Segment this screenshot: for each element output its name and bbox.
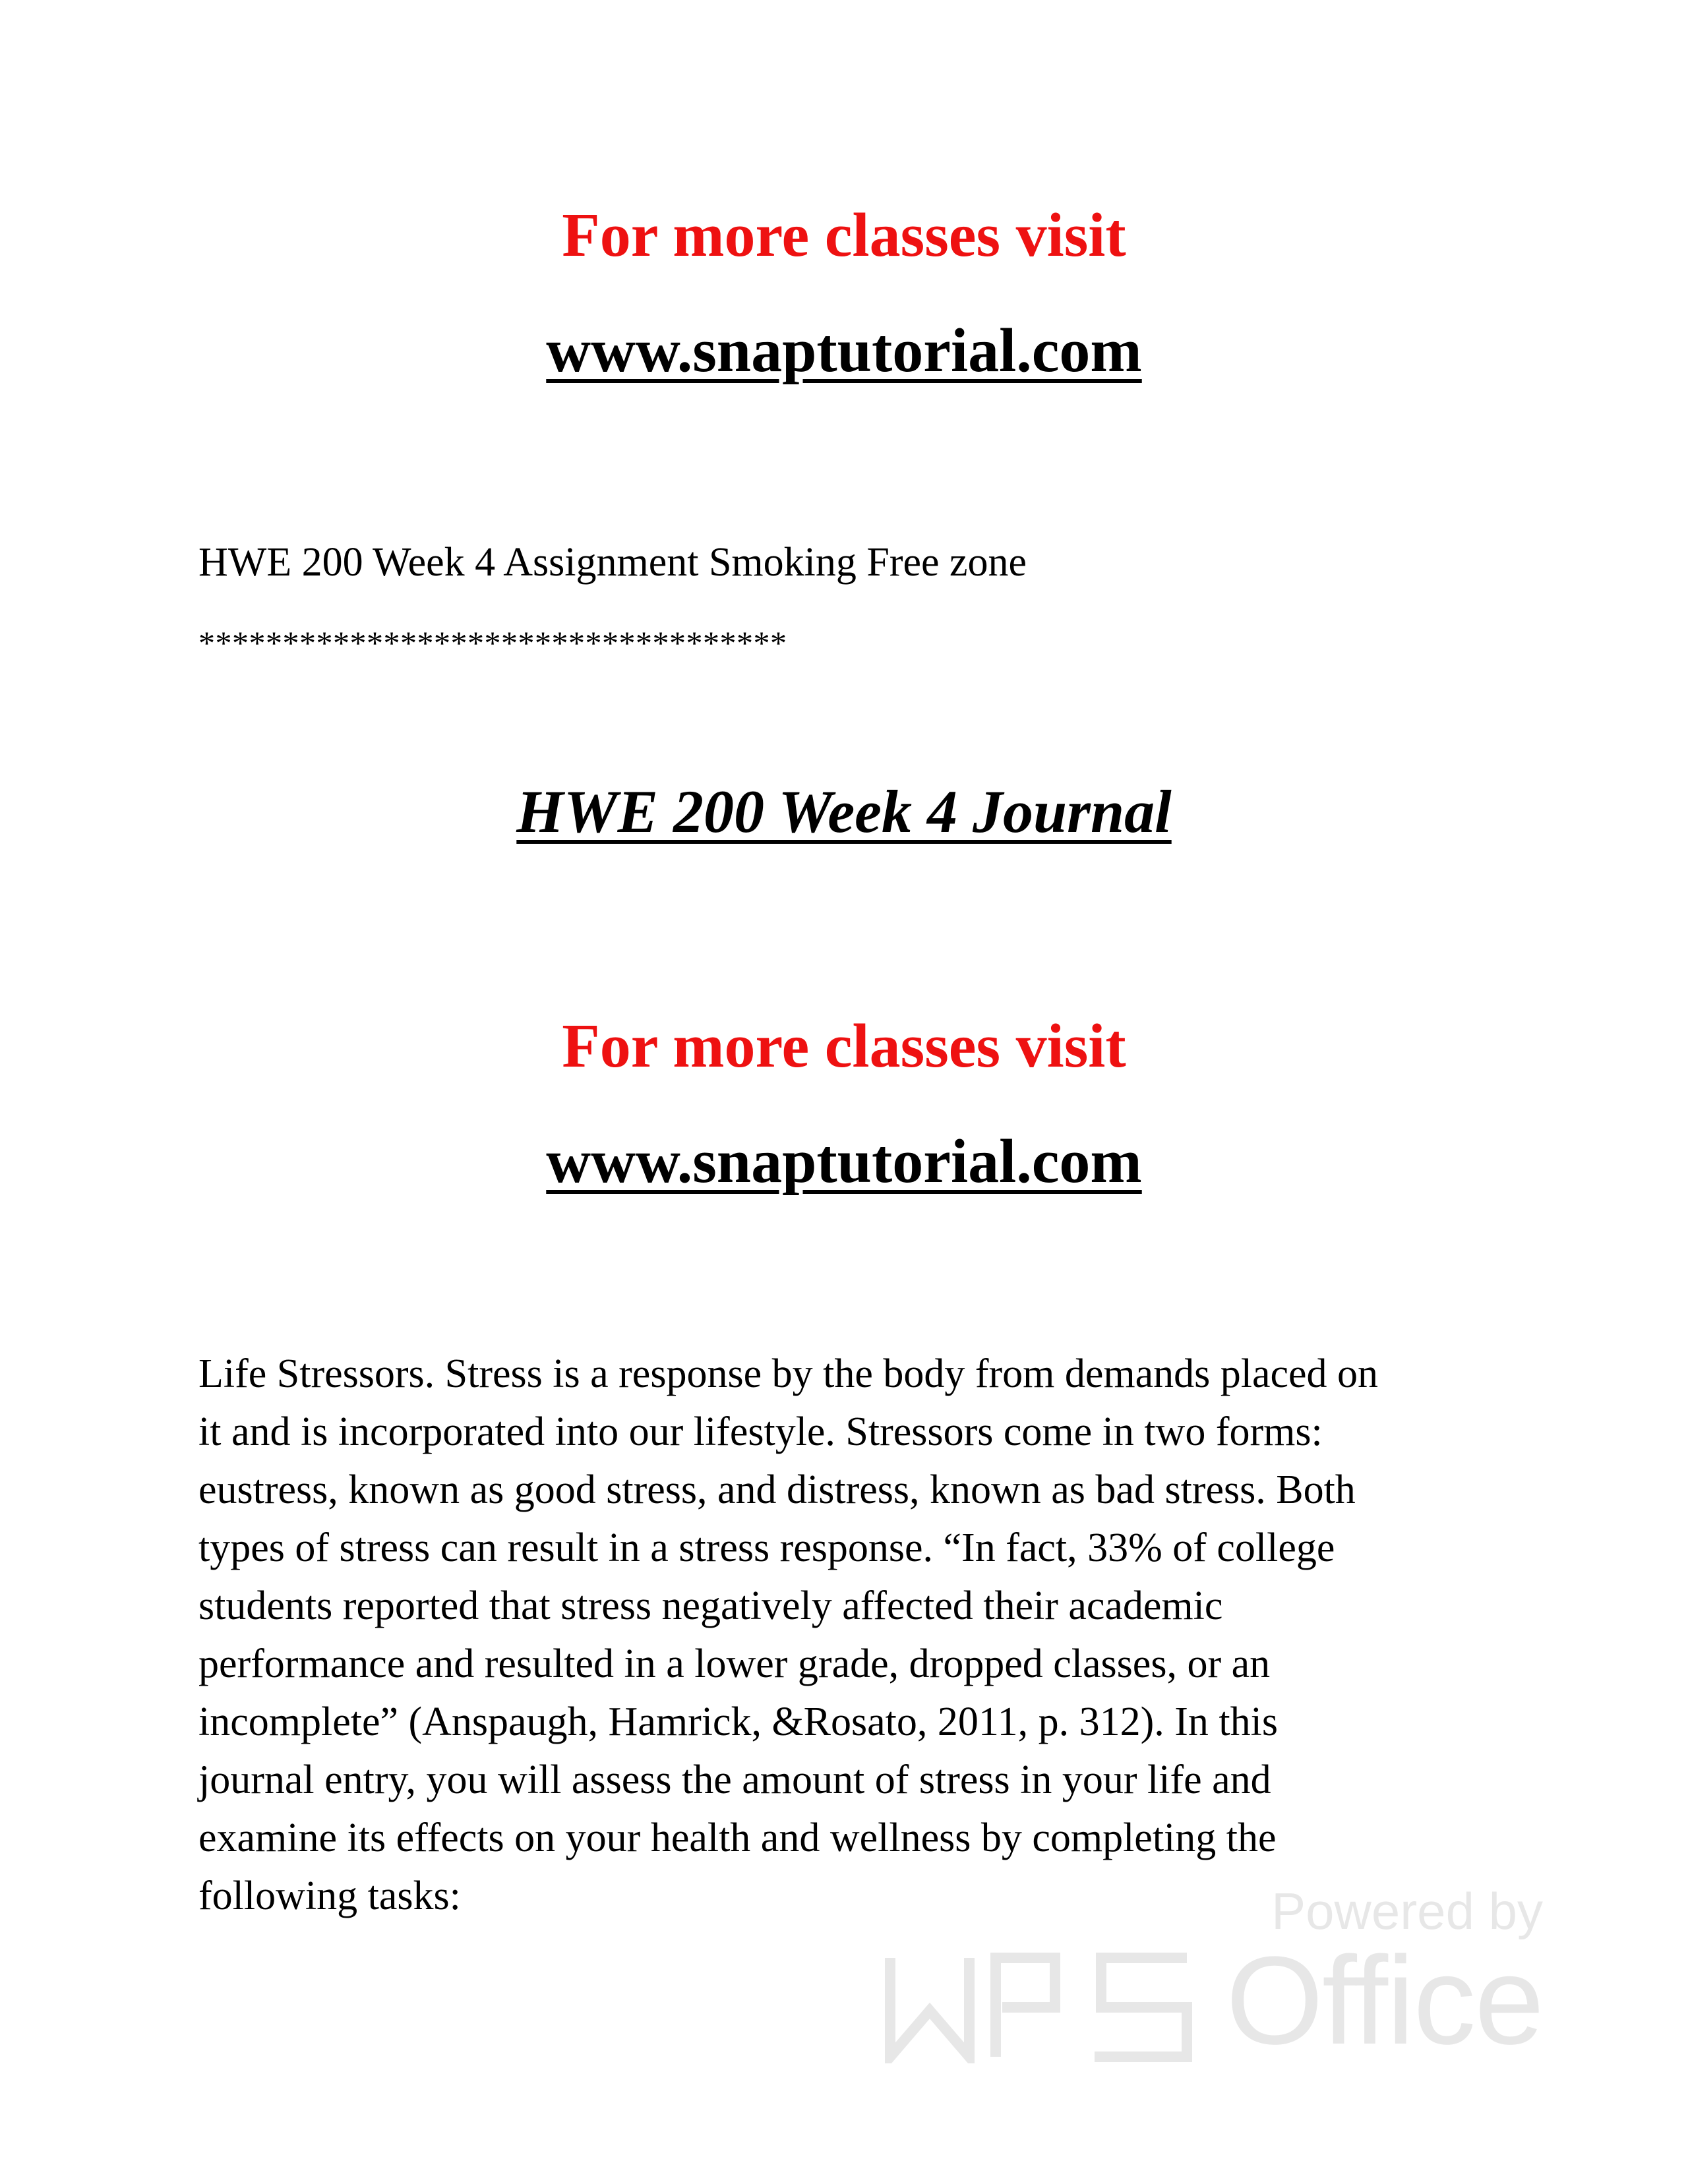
body-line: eustress, known as good stress, and distress, known as bad stress. Both — [198, 1467, 1356, 1512]
body-line: types of stress can result in a stress response. “In fact, 33% of college — [198, 1525, 1335, 1570]
body-line: it and is incorporated into our lifestyle. Stressors come in two forms: — [198, 1409, 1323, 1454]
body-line: incomplete” (Anspaugh, Hamrick, &Rosato, 2011, p. 312). In this — [198, 1699, 1278, 1744]
promo-visit-text-top: For more classes visit — [562, 201, 1126, 270]
body-paragraph — [198, 1345, 1517, 1925]
journal-title: HWE 200 Week 4 Journal — [516, 778, 1172, 845]
wps-logo-icon — [884, 1951, 1213, 2063]
body-line: following tasks: — [198, 1874, 461, 1918]
promo-link-container-bottom — [0, 1127, 1688, 1196]
promo-visit-text-bottom: For more classes visit — [562, 1012, 1126, 1080]
watermark-office-text: Office — [1226, 1931, 1543, 2071]
body-line: students reported that stress negatively affected their academic — [198, 1583, 1223, 1628]
promo-link-bottom[interactable]: www.snaptutorial.com — [546, 1127, 1142, 1196]
promo-link-container-top — [0, 316, 1688, 385]
promo-link-top[interactable]: www.snaptutorial.com — [546, 316, 1142, 385]
watermark-powered-by: Powered by — [1271, 1882, 1543, 1940]
body-line: journal entry, you will assess the amount of stress in your life and — [198, 1757, 1271, 1802]
body-line: examine its effects on your health and wellness by completing the — [198, 1815, 1277, 1860]
asterisk-separator: *********************************** — [198, 624, 787, 661]
wps-office-watermark — [884, 1882, 1543, 2071]
body-line: performance and resulted in a lower grade, dropped classes, or an — [198, 1641, 1271, 1686]
body-line: Life Stressors. Stress is a response by the body from demands placed on — [198, 1351, 1379, 1396]
assignment-title: HWE 200 Week 4 Assignment Smoking Free zone — [198, 540, 1027, 585]
